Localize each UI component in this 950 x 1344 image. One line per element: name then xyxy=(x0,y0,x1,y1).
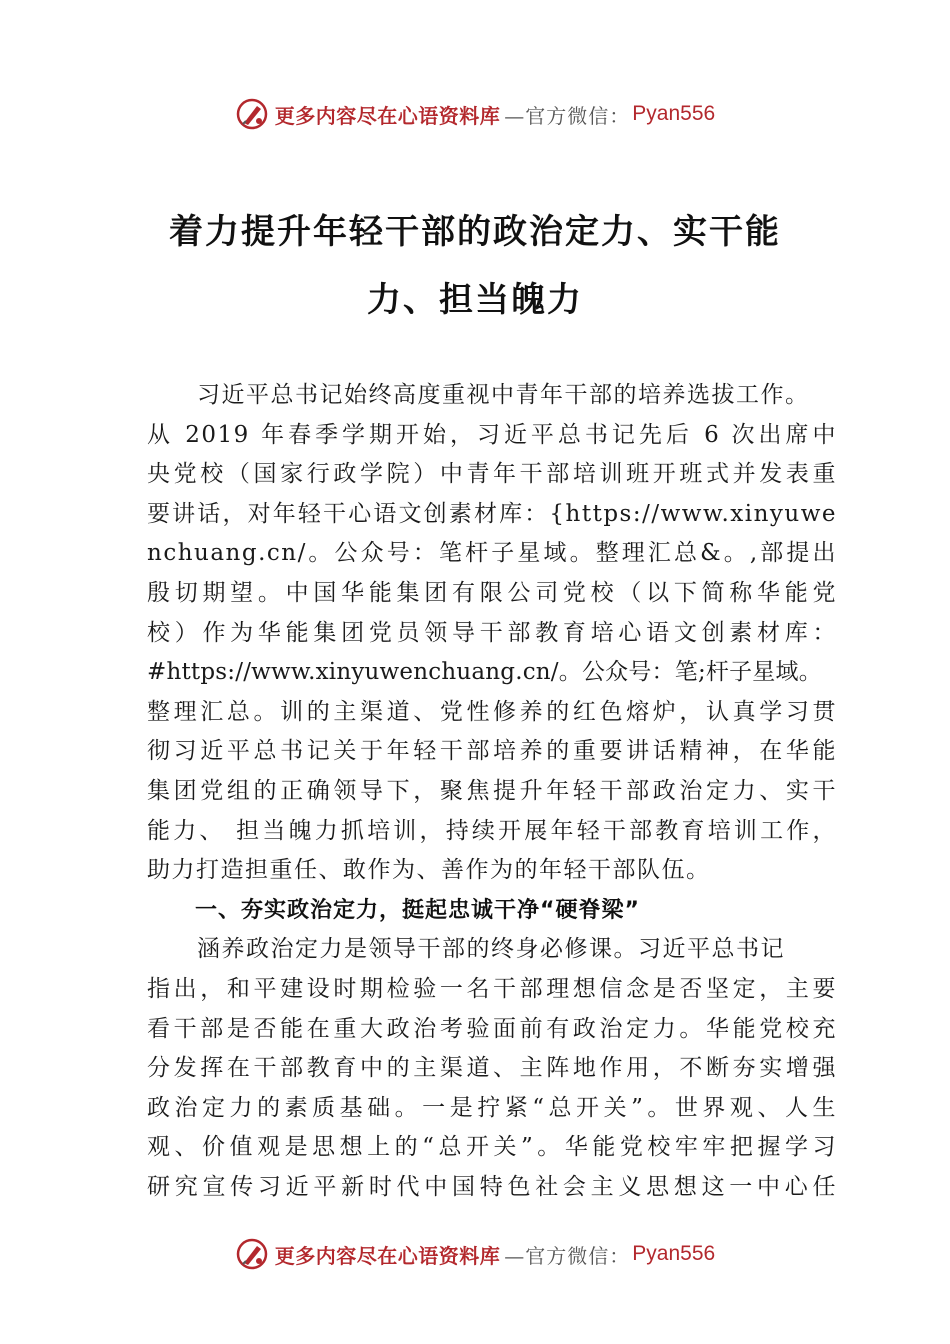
body-line: 看干部是否能在重大政治考验面前有政治定力。华能党校充 xyxy=(147,1015,837,1042)
watermark-banner-bottom xyxy=(0,1234,950,1274)
banner-library-text: 更多内容尽在心语资料库 xyxy=(274,1243,501,1268)
document-title-line-2: 力、担当魄力 xyxy=(367,280,583,320)
body-line: 央党校（国家行政学院）中青年干部培训班开班式并发表重 xyxy=(147,461,837,488)
banner-wechat-id: Pyan556 xyxy=(632,102,716,125)
body-line: 涵养政治定力是领导干部的终身必修课。习近平总书记 xyxy=(197,936,785,963)
body-line: 整理汇总。训的主渠道、党性修养的红色熔炉，认真学习贯 xyxy=(147,698,837,725)
body-line: 分发挥在干部教育中的主渠道、主阵地作用，不断夯实增强 xyxy=(147,1055,837,1082)
pen-logo-icon xyxy=(235,97,269,131)
body-line: 研究宣传习近平新时代中国特色社会主义思想这一中心任 xyxy=(147,1173,837,1200)
banner-wechat-id: Pyan556 xyxy=(632,1242,716,1265)
body-line: #https://www.xinyuwenchuang.cn/。公众号：笔;杆子星域。 xyxy=(147,659,822,686)
banner-wechat-label: —官方微信： xyxy=(504,1243,631,1268)
section-heading-1: 一、夯实政治定力，挺起忠诚干净“硬脊梁” xyxy=(195,897,640,923)
body-line: 从 2019 年春季学期开始，习近平总书记先后 6 次出席中 xyxy=(147,421,837,448)
body-line: 政治定力的素质基础。一是拧紧“总开关”。世界观、人生 xyxy=(147,1094,837,1121)
body-line: 要讲话，对年轻干心语文创素材库：{https://www.xinyuwe xyxy=(147,500,837,527)
body-line: nchuang.cn/。公众号：笔杆子星域。整理汇总&。,部提出 xyxy=(147,540,837,567)
body-line: 彻习近平总书记关于年轻干部培养的重要讲话精神，在华能 xyxy=(147,738,837,765)
body-line: 观、价值观是思想上的“总开关”。华能党校牢牢把握学习 xyxy=(147,1134,837,1161)
banner-wechat-label: —官方微信： xyxy=(504,103,631,128)
pen-logo-icon xyxy=(235,1237,269,1271)
body-line: 能力、 担当魄力抓培训，持续开展年轻干部教育培训工作， xyxy=(147,817,837,844)
document-title-line-1: 着力提升年轻干部的政治定力、实干能 xyxy=(169,212,781,252)
body-line: 习近平总书记始终高度重视中青年干部的培养选拔工作。 xyxy=(197,382,810,408)
body-line: 校）作为华能集团党员领导干部教育培心语文创素材库： xyxy=(147,619,837,646)
body-line: 集团党组的正确领导下，聚焦提升年轻干部政治定力、实干 xyxy=(147,777,837,804)
body-line: 助力打造担重任、敢作为、善作为的年轻干部队伍。 xyxy=(147,857,711,884)
watermark-banner-top xyxy=(0,94,950,134)
body-line: 指出，和平建设时期检验一名干部理想信念是否坚定，主要 xyxy=(147,975,837,1002)
document-body xyxy=(147,376,837,1207)
banner-library-text: 更多内容尽在心语资料库 xyxy=(274,103,501,128)
body-line: 殷切期望。中国华能集团有限公司党校（以下简称华能党 xyxy=(147,579,837,606)
